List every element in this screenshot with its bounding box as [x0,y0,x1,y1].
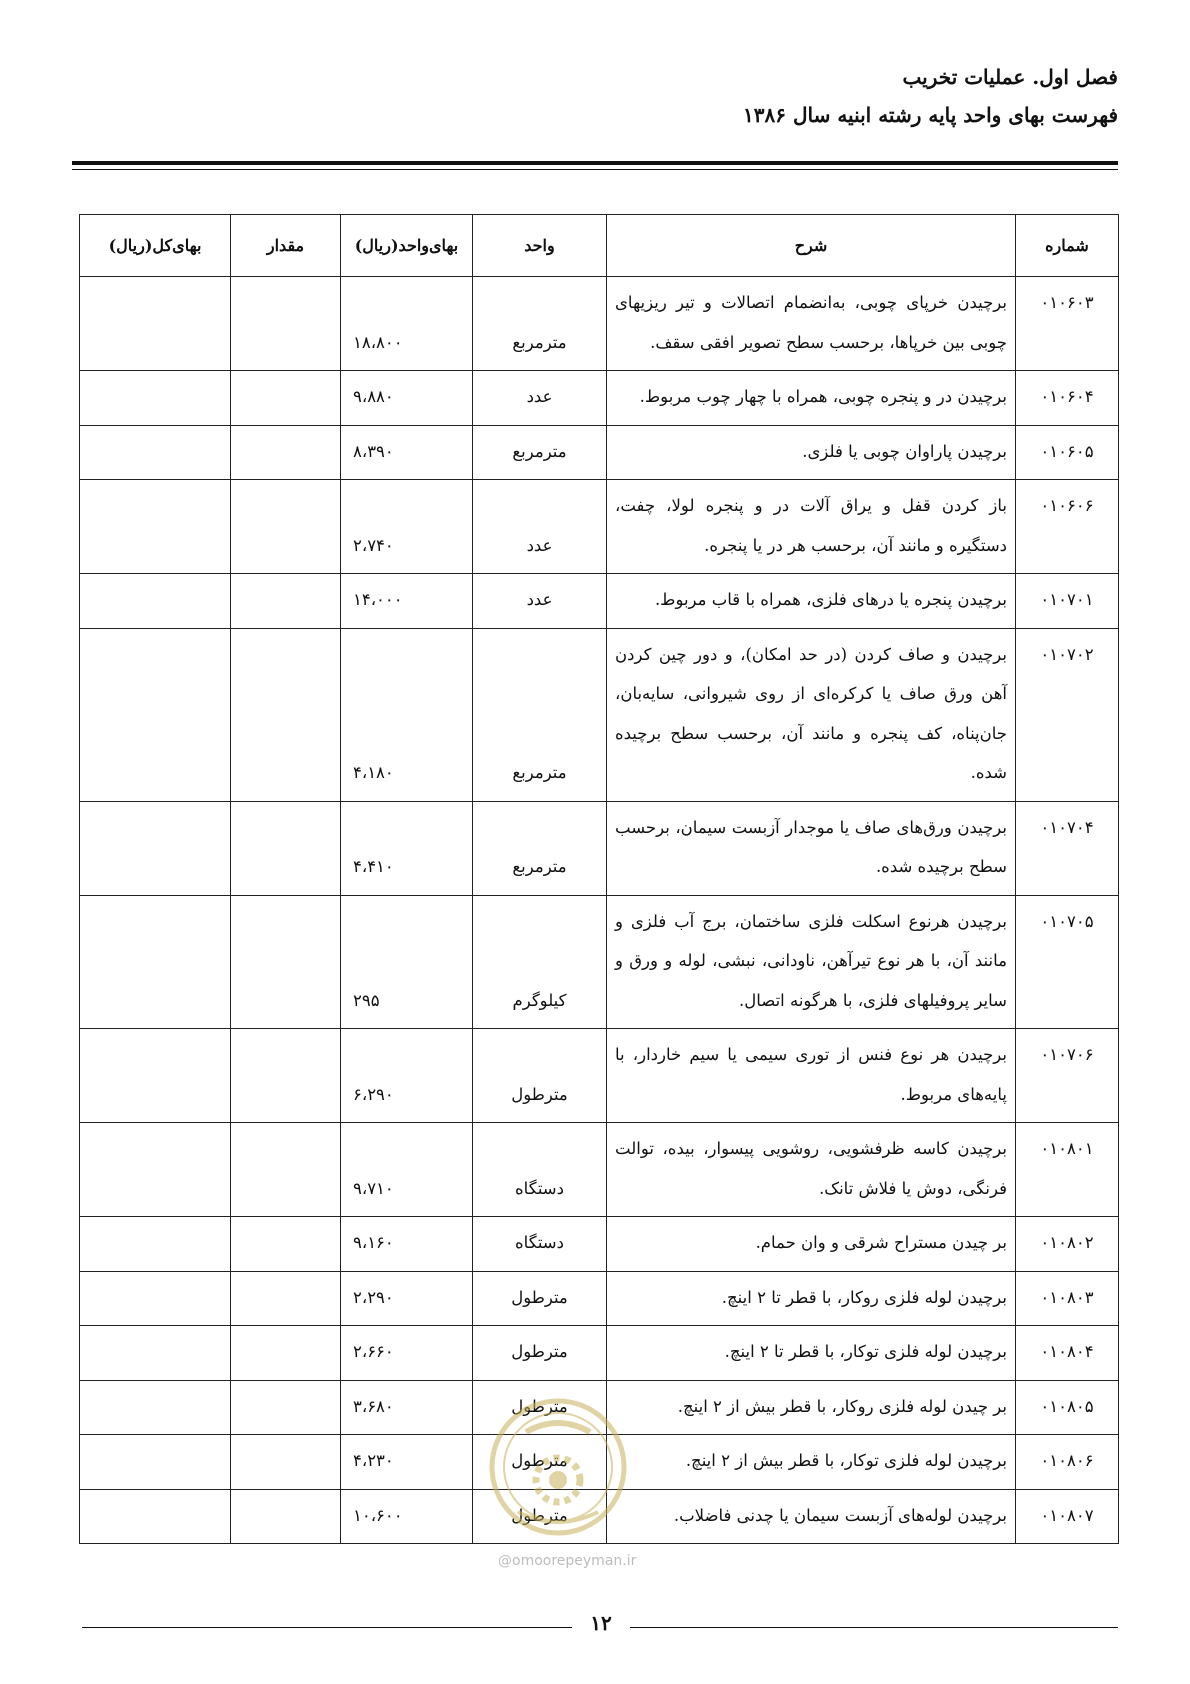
column-header-description: شرح [607,215,1016,277]
item-total-price [80,895,231,1029]
item-quantity [231,1029,341,1123]
item-unit: مترمربع [473,425,607,480]
item-unit: مترمربع [473,801,607,895]
item-code: ۰۱۰۸۰۷ [1016,1489,1119,1544]
item-code: ۰۱۰۸۰۴ [1016,1326,1119,1381]
item-description: برچیدن لوله فلزی توکار، با قطر تا ۲ اینچ. [607,1326,1016,1381]
table-row [80,1435,1119,1490]
item-code: ۰۱۰۸۰۲ [1016,1217,1119,1272]
item-total-price [80,801,231,895]
item-description: برچیدن هرنوع اسکلت فلزی ساختمان، برج آب فلزی و مانند آن، با هر نوع تیرآهن، ناودانی، نبشی، لوله و ورق و سایر پروفیلهای فلزی، با هرگونه اتصال. [607,895,1016,1029]
item-quantity [231,1489,341,1544]
item-quantity [231,801,341,895]
item-description: برچیدن پنجره یا درهای فلزی، همراه با قاب مربوط. [607,574,1016,629]
item-quantity [231,425,341,480]
watermark-site: @omoorepeyman.ir [498,1553,637,1569]
item-quantity [231,1217,341,1272]
table-row [80,628,1119,801]
item-code: ۰۱۰۸۰۵ [1016,1380,1119,1435]
item-code: ۰۱۰۷۰۱ [1016,574,1119,629]
item-quantity [231,1123,341,1217]
item-total-price [80,1271,231,1326]
column-header-total-price: بهای‌کل(ریال) [80,215,231,277]
table-row [80,1217,1119,1272]
item-code: ۰۱۰۸۰۱ [1016,1123,1119,1217]
item-quantity [231,895,341,1029]
item-description: برچیدن ورق‌های صاف یا موجدار آزبست سیمان، برحسب سطح برچیده شده. [607,801,1016,895]
item-unit: دستگاه [473,1123,607,1217]
item-unit-price: ۹،۱۶۰ [341,1217,473,1272]
item-code: ۰۱۰۸۰۶ [1016,1435,1119,1490]
item-unit: مترطول [473,1326,607,1381]
item-unit: عدد [473,574,607,629]
item-total-price [80,1380,231,1435]
item-unit: مترطول [473,1029,607,1123]
table-row [80,895,1119,1029]
item-unit: مترطول [473,1271,607,1326]
item-description: برچیدن و صاف کردن (در حد امکان)، و دور چین کردن آهن ورق صاف یا کرکره‌ای از روی شیروانی، سایه‌بان، جان‌پناه، کف پنجره و مانند آن، برحسب سطح برچیده شده. [607,628,1016,801]
table-row [80,425,1119,480]
column-header-unit: واحد [473,215,607,277]
item-code: ۰۱۰۷۰۴ [1016,801,1119,895]
item-description: برچیدن هر نوع فنس از توری سیمی یا سیم خاردار، با پایه‌های مربوط. [607,1029,1016,1123]
table-row [80,277,1119,371]
page-header [72,60,1118,132]
table-row [80,1029,1119,1123]
item-total-price [80,371,231,426]
item-description: باز کردن قفل و یراق آلات در و پنجره لولا، چفت، دستگیره و مانند آن، برحسب هر در یا پنجره. [607,480,1016,574]
table-body [80,277,1119,1544]
item-total-price [80,1217,231,1272]
table-header-row [80,215,1119,277]
item-unit-price: ۲۹۵ [341,895,473,1029]
item-quantity [231,628,341,801]
item-unit-price: ۲،۲۹۰ [341,1271,473,1326]
item-total-price [80,1435,231,1490]
item-description: برچیدن پاراوان چوبی یا فلزی. [607,425,1016,480]
item-unit-price: ۲،۶۶۰ [341,1326,473,1381]
item-unit-price: ۴،۴۱۰ [341,801,473,895]
header-rule-thick [72,161,1118,165]
item-code: ۰۱۰۷۰۲ [1016,628,1119,801]
item-quantity [231,480,341,574]
table-row [80,1489,1119,1544]
item-total-price [80,1029,231,1123]
item-unit-price: ۱۸،۸۰۰ [341,277,473,371]
item-code: ۰۱۰۶۰۵ [1016,425,1119,480]
column-header-quantity: مقدار [231,215,341,277]
price-list-subtitle: فهرست بهای واحد پایه رشته ابنیه سال ۱۳۸۶ [743,103,1118,127]
item-unit-price: ۲،۷۴۰ [341,480,473,574]
item-total-price [80,425,231,480]
item-unit-price: ۱۰،۶۰۰ [341,1489,473,1544]
item-total-price [80,1123,231,1217]
item-description: برچیدن لوله‌های آزبست سیمان یا چدنی فاضلاب. [607,1489,1016,1544]
table-row [80,1326,1119,1381]
item-description: بر چیدن لوله فلزی روکار، با قطر بیش از ۲ اینچ. [607,1380,1016,1435]
item-unit-price: ۹،۷۱۰ [341,1123,473,1217]
item-unit: دستگاه [473,1217,607,1272]
table-row [80,371,1119,426]
item-total-price [80,1489,231,1544]
column-header-unit-price: بهای‌واحد(ریال) [341,215,473,277]
table-row [80,1380,1119,1435]
item-quantity [231,1271,341,1326]
table-row [80,1271,1119,1326]
item-quantity [231,574,341,629]
item-description: برچیدن لوله فلزی توکار، با قطر بیش از ۲ اینچ. [607,1435,1016,1490]
column-header-code: شماره [1016,215,1119,277]
item-unit: عدد [473,371,607,426]
item-total-price [80,1326,231,1381]
footer-rule-right [630,1627,1118,1628]
table-row [80,480,1119,574]
item-unit: کیلوگرم [473,895,607,1029]
item-description: بر چیدن مستراح شرقی و وان حمام. [607,1217,1016,1272]
item-unit: مترمربع [473,628,607,801]
item-quantity [231,1326,341,1381]
item-total-price [80,628,231,801]
item-description: برچیدن لوله فلزی روکار، با قطر تا ۲ اینچ. [607,1271,1016,1326]
table-row [80,574,1119,629]
item-code: ۰۱۰۷۰۵ [1016,895,1119,1029]
item-unit-price: ۸،۳۹۰ [341,425,473,480]
item-quantity [231,1380,341,1435]
item-unit: عدد [473,480,607,574]
item-code: ۰۱۰۸۰۳ [1016,1271,1119,1326]
item-quantity [231,371,341,426]
item-code: ۰۱۰۶۰۴ [1016,371,1119,426]
item-code: ۰۱۰۷۰۶ [1016,1029,1119,1123]
item-unit: مترمربع [473,277,607,371]
item-unit-price: ۶،۲۹۰ [341,1029,473,1123]
item-code: ۰۱۰۶۰۶ [1016,480,1119,574]
item-code: ۰۱۰۶۰۳ [1016,277,1119,371]
item-description: برچیدن خرپای چوبی، به‌انضمام اتصالات و تیر ریزیهای چوبی بین خرپاها، برحسب سطح تصویر افقی سقف. [607,277,1016,371]
footer-rule-left [82,1627,572,1628]
item-unit: مترطول [473,1435,607,1490]
item-unit-price: ۳،۶۸۰ [341,1380,473,1435]
page-number: ۱۲ [590,1611,612,1635]
item-total-price [80,277,231,371]
item-unit-price: ۱۴،۰۰۰ [341,574,473,629]
item-description: برچیدن در و پنجره چوبی، همراه با چهار چوب مربوط. [607,371,1016,426]
item-quantity [231,1435,341,1490]
item-unit-price: ۴،۱۸۰ [341,628,473,801]
table-row [80,801,1119,895]
item-unit: مترطول [473,1489,607,1544]
item-description: برچیدن کاسه ظرفشویی، روشویی پیسوار، بیده، توالت فرنگی، دوش یا فلاش تانک. [607,1123,1016,1217]
chapter-title: فصل اول. عملیات تخریب [902,65,1118,89]
item-total-price [80,480,231,574]
table-row [80,1123,1119,1217]
price-table [79,214,1119,1544]
item-unit-price: ۹،۸۸۰ [341,371,473,426]
item-quantity [231,277,341,371]
item-unit: مترطول [473,1380,607,1435]
header-rule-thin [72,169,1118,170]
item-unit-price: ۴،۲۳۰ [341,1435,473,1490]
item-total-price [80,574,231,629]
